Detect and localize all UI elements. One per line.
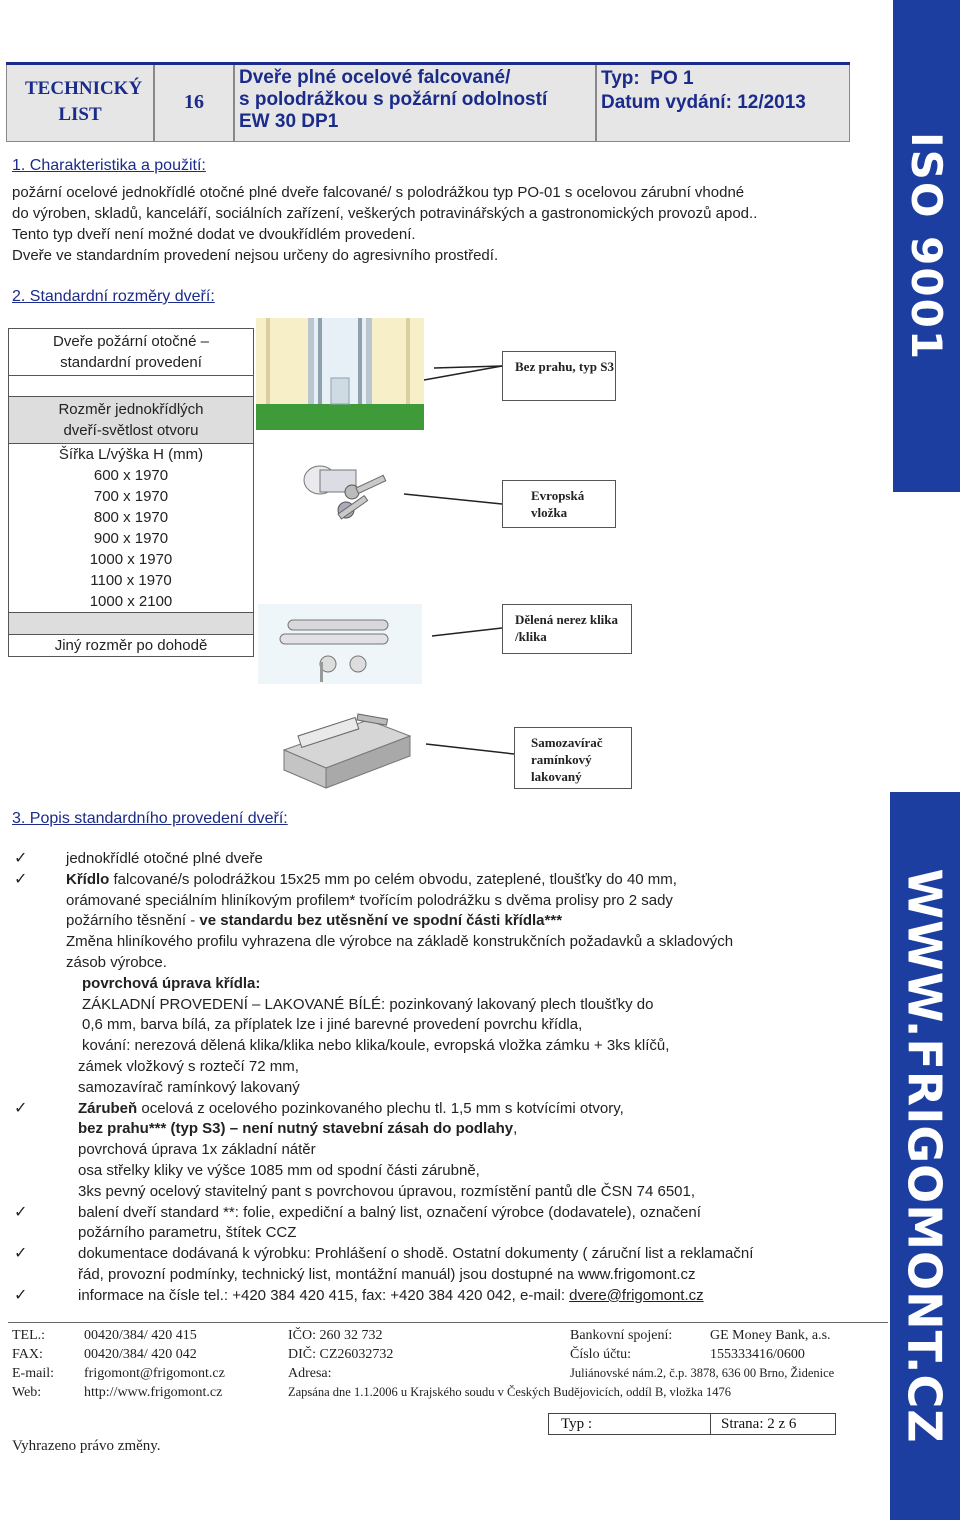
list-item-text: zámek vložkový s roztečí 72 mm, — [78, 1057, 299, 1075]
list-item — [0, 849, 890, 870]
sizes-table — [8, 328, 254, 657]
frame-label: Zárubeň — [78, 1099, 138, 1117]
list-item — [0, 1203, 890, 1224]
table-row: 600 x 1970 — [93, 467, 169, 484]
list-item-text: ocelová z ocelového pozinkovaného plechu tl. 1,5 mm s kotvícími otvory, — [137, 1099, 624, 1117]
table-title — [9, 329, 253, 375]
arrow-threshold-2 — [434, 366, 502, 368]
iso-band — [893, 0, 960, 492]
check-icon: ✓ — [14, 870, 28, 888]
doc-title-cell — [234, 62, 596, 142]
table-other-row: Jiný rozměr po dohodě — [54, 637, 208, 654]
list-item-bold-part: bez prahu*** (typ S3) – není nutný stavební zásah do podlahy — [78, 1120, 514, 1138]
account-label: Číslo účtu: — [570, 1347, 632, 1362]
page-number: Strana: 2 z 6 — [721, 1415, 797, 1432]
section3-list — [0, 849, 890, 1307]
header-top-rule — [6, 62, 850, 65]
list-item-text: řád, provozní podmínky, technický list, montážní manuál) jsou dostupné na www.frigomont.cz — [78, 1265, 696, 1283]
bank-value: GE Money Bank, a.s. — [710, 1328, 831, 1343]
fax-label: FAX: — [12, 1347, 43, 1362]
surface-heading-text: povrchová úprava křídla: — [82, 974, 261, 992]
check-icon: ✓ — [14, 1203, 28, 1221]
cylinder-illustration — [294, 458, 404, 534]
table-subheader — [9, 397, 253, 444]
registration: Zapsána dne 1.1.2006 u Krajského soudu v Českých Budějovicích, oddíl B, vložka 1476 — [288, 1385, 731, 1399]
list-item-text: povrchová úprava 1x základní nátěr — [78, 1141, 316, 1159]
list-item — [0, 1099, 890, 1120]
doc-title-line2: s polodrážkou s požární odolností — [239, 89, 548, 110]
table-spacer — [9, 375, 253, 397]
bank-block — [570, 1326, 888, 1383]
bank-label: Bankovní spojení: — [570, 1328, 673, 1343]
list-item-text: Změna hliníkového profilu vyhrazena dle výrobce na základě konstrukčních požadavků a skladových — [66, 933, 734, 951]
list-item-text: falcované/s polodrážkou 15x25 mm po celém obvodu, zateplené, tloušťky do 40 mm, — [109, 870, 677, 888]
list-item-text-part: požárního těsnění - — [66, 912, 200, 930]
web-value[interactable]: http://www.frigomont.cz — [84, 1385, 223, 1400]
fax-value: 00420/384/ 420 042 — [84, 1347, 197, 1362]
doc-number: 16 — [184, 90, 204, 113]
section3-heading: 3. Popis standardního provedení dveří: — [12, 810, 288, 827]
list-item-text: ZÁKLADNÍ PROVEDENÍ – LAKOVANÉ BÍLÉ: pozinkovaný lakovaný plech tloušťky do — [82, 995, 654, 1013]
doc-title-line3: EW 30 DP1 — [239, 111, 339, 132]
label-threshold: Bez prahu, typ S3 — [502, 351, 616, 401]
section1-line: požární ocelové jednokřídlé otočné plné dveře falcované/ s polodrážkou typ PO-01 s ocelovou zárubní vhodné — [12, 184, 745, 201]
company-address: Juliánovské nám.2, č.p. 3878, 636 00 Brno, Židenice — [570, 1366, 835, 1380]
table-unit-row: Šířka L/výška H (mm) — [9, 444, 253, 465]
doc-type: TECHNICKÝ LIST — [25, 78, 143, 125]
web-band — [890, 792, 960, 1520]
label-closer: Samozavírač ramínkový lakovaný — [514, 727, 632, 789]
issue-date: Datum vydání: 12/2013 — [601, 92, 806, 113]
ico: IČO: 260 32 732 — [288, 1328, 383, 1343]
section2-heading: 2. Standardní rozměry dveří: — [12, 288, 215, 305]
type-label: Typ: — [601, 68, 640, 89]
section1-text — [12, 182, 882, 266]
arrow-threshold — [424, 366, 502, 380]
section1-line: Dveře ve standardním provedení nejsou určeny do agresivního prostředí. — [12, 247, 499, 264]
table-row: 800 x 1970 — [93, 509, 169, 526]
address-label: Adresa: — [288, 1366, 332, 1381]
table-sub-line1: Rozměr jednokřídlých — [58, 401, 204, 418]
wing-label: Křídlo — [66, 870, 110, 888]
arrow-closer — [426, 744, 514, 754]
doc-type-cell — [6, 62, 154, 142]
table-row: 700 x 1970 — [93, 488, 169, 505]
table-sub-line2: dveří-světlost otvoru — [63, 422, 199, 439]
list-item-text: osa střelky kliky ve výšce 1085 mm od spodní části zárubně, — [78, 1161, 480, 1179]
list-item-text: balení dveří standard **: folie, expediční a balný list, označení výrobce (dodavatele), označení — [78, 1203, 701, 1221]
typ-cell: Typ : — [549, 1414, 711, 1434]
list-item-text: 0,6 mm, barva bílá, za příplatek lze i jiné barevné provedení povrchu křídla, — [82, 1016, 583, 1034]
list-item-text — [0, 911, 890, 932]
handle-illustration — [258, 604, 422, 684]
list-item-text: dokumentace dodávaná k výrobku: Prohlášení o shodě. Ostatní dokumenty ( záruční list a reklamační — [78, 1245, 754, 1263]
iso-text: ISO 9001 — [902, 131, 952, 361]
table-title-line1: Dveře požární otočné – — [53, 333, 209, 350]
email-label: E-mail: — [12, 1366, 54, 1381]
list-item-text: informace na čísle tel.: +420 384 420 415, fax: +420 384 420 042, e-mail: — [78, 1286, 570, 1304]
section1-line: Tento typ dveří není možné dodat ve dvoukřídlém provedení. — [12, 226, 416, 243]
check-icon: ✓ — [14, 1099, 28, 1117]
doc-number-cell — [154, 62, 234, 142]
contact-block — [12, 1326, 282, 1402]
type-value: PO 1 — [650, 68, 694, 89]
label-cylinder: Evropská vložka — [502, 480, 616, 528]
section1-heading: 1. Charakteristika a použití: — [12, 157, 206, 174]
list-item-bold-part: ve standardu bez utěsnění ve spodní části křídla*** — [199, 912, 563, 930]
web-text: WWW.FRIGOMONT.CZ — [898, 868, 952, 1444]
table-row: 1100 x 1970 — [90, 572, 172, 589]
check-icon: ✓ — [14, 1286, 28, 1304]
check-icon: ✓ — [14, 1245, 28, 1263]
table-row: 1000 x 1970 — [89, 551, 173, 568]
table-spacer — [9, 613, 253, 635]
list-item-text: kování: nerezová dělená klika/klika nebo klika/koule, evropská vložka zámku + 3ks klíčů, — [82, 1037, 670, 1055]
company-ids — [288, 1326, 558, 1383]
list-item — [0, 870, 890, 891]
doc-type-date-cell — [596, 62, 850, 142]
list-item-text: zásob výrobce. — [66, 953, 167, 971]
document-header — [6, 62, 850, 142]
email-value[interactable]: frigomont@frigomont.cz — [84, 1366, 225, 1381]
list-item — [0, 1286, 890, 1307]
section1-line: do výroben, skladů, kanceláří, sociálních zařízení, veškerých potravinářských a gastronomických provozů apod.. — [12, 205, 758, 222]
arrow-handle — [432, 628, 502, 636]
list-item-text: orámované speciálním hliníkovým profilem* tvořícím polodrážku s dvěma prolisy pro 2 sady — [66, 891, 673, 909]
doc-title-line1: Dveře plné ocelové falcované/ — [239, 67, 511, 88]
footer-rule — [8, 1322, 888, 1323]
list-item-text — [0, 1119, 890, 1140]
list-item-text: samozavírač ramínkový lakovaný — [78, 1078, 300, 1096]
table-row: 1000 x 2100 — [9, 591, 253, 613]
door-frame-illustration — [256, 318, 424, 430]
arrow-cylinder — [404, 494, 502, 504]
list-item-text: požárního parametru, štítek CCZ — [78, 1224, 297, 1242]
tel-value: 00420/384/ 420 415 — [84, 1328, 197, 1343]
list-item-text: 3ks pevný ocelový stavitelný pant s povrchovou úpravou, rozmístění pantů dle ČSN 74 6501, — [78, 1182, 696, 1200]
list-item-text-part: , — [513, 1120, 518, 1138]
tel-label: TEL.: — [12, 1328, 46, 1343]
web-label: Web: — [12, 1385, 42, 1400]
account-value: 155333416/0600 — [710, 1347, 805, 1362]
surface-heading — [0, 974, 890, 995]
list-item-text: jednokřídlé otočné plné dveře — [66, 850, 263, 867]
reserved-note: Vyhrazeno právo změny. — [12, 1438, 161, 1454]
list-item — [0, 1244, 890, 1265]
table-row: 900 x 1970 — [93, 530, 169, 547]
table-title-line2: standardní provedení — [60, 354, 202, 371]
check-icon: ✓ — [14, 850, 28, 867]
closer-illustration — [278, 706, 418, 790]
dic: DIČ: CZ26032732 — [288, 1347, 394, 1362]
email-link[interactable]: dvere@frigomont.cz — [569, 1286, 704, 1304]
label-handle: Dělená nerez klika /klika — [502, 604, 632, 654]
page-box — [548, 1413, 836, 1435]
